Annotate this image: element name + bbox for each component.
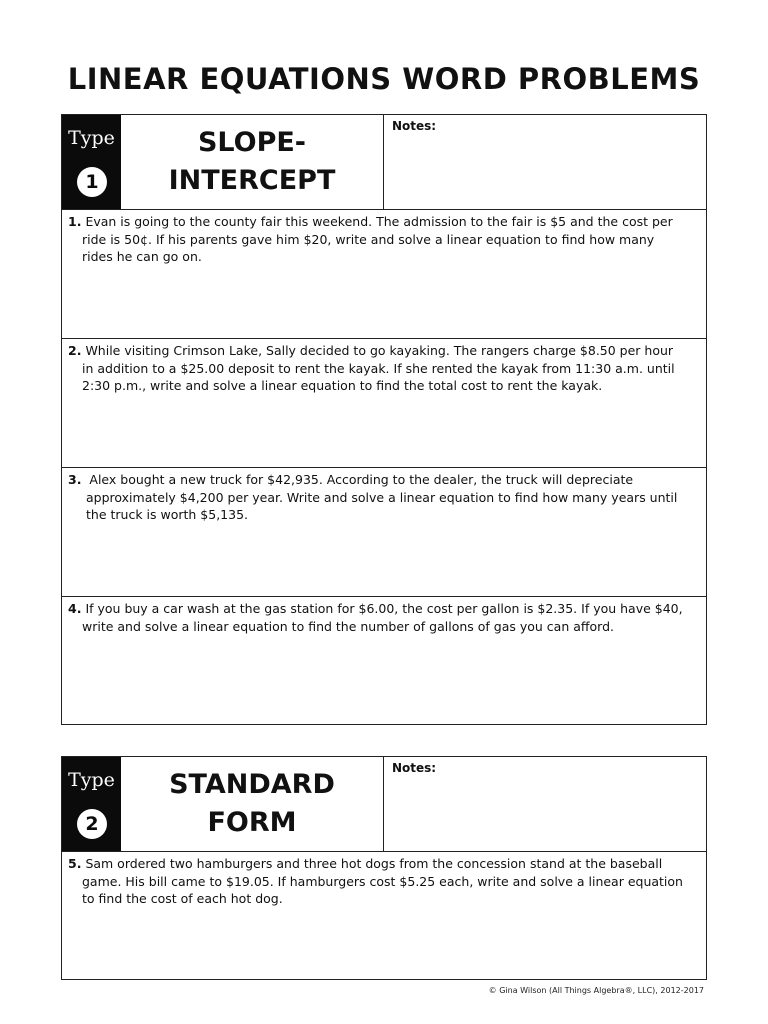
notes-box[interactable] <box>383 115 708 209</box>
section-header <box>62 757 706 852</box>
section-type-2 <box>61 756 707 980</box>
type-badge <box>62 757 121 851</box>
problem-text: If you buy a car wash at the gas station for $6.00, the cost per gallon is $2.35. If you have $40, write and solve a linear equation to find the number of gallons of gas you can afford. <box>82 601 683 634</box>
type-title: SLOPE- INTERCEPT <box>168 127 336 196</box>
problem-number: 4. <box>68 601 82 616</box>
section-type-1 <box>61 114 707 725</box>
problem-number: 3. <box>68 472 82 487</box>
notes-box[interactable] <box>383 757 708 851</box>
problem-4[interactable] <box>62 597 706 725</box>
problem-3[interactable] <box>62 468 706 597</box>
problem-text: While visiting Crimson Lake, Sally decided to go kayaking. The rangers charge $8.50 per hour in addition to a $25.00 deposit to rent the kayak. If she rented the kayak from 11:30 a.m. until 2:30 p.m., write and solve a linear equation to find the total cost to rent the kayak. <box>82 343 675 393</box>
type-label: Type <box>68 769 115 791</box>
problem-number: 2. <box>68 343 82 358</box>
notes-label: Notes: <box>392 761 437 775</box>
type-badge <box>62 115 121 209</box>
problem-number: 1. <box>68 214 82 229</box>
notes-label: Notes: <box>392 119 437 133</box>
problem-2[interactable] <box>62 339 706 468</box>
problem-text: Sam ordered two hamburgers and three hot dogs from the concession stand at the baseball game. His bill came to $19.05. If hamburgers cost $5.25 each, write and solve a linear equation to find the cost of each hot dog. <box>82 856 683 906</box>
page-title: LINEAR EQUATIONS WORD PROBLEMS <box>67 62 701 96</box>
type-title: STANDARD FORM <box>169 769 335 838</box>
problem-number: 5. <box>68 856 82 871</box>
copyright-footer: © Gina Wilson (All Things Algebra®, LLC), 2012-2017 <box>488 986 704 995</box>
type-number-circle: 1 <box>77 167 107 197</box>
type-number-circle: 2 <box>77 809 107 839</box>
problem-1[interactable] <box>62 210 706 339</box>
section-header <box>62 115 706 210</box>
type-label: Type <box>68 127 115 149</box>
problem-text: Alex bought a new truck for $42,935. According to the dealer, the truck will depreciate approximately $4,200 per year. Write and solve a linear equation to find how many years until the truck is worth $5,135. <box>86 472 678 522</box>
problem-text: Evan is going to the county fair this weekend. The admission to the fair is $5 and the cost per ride is 50¢. If his parents gave him $20, write and solve a linear equation to find how many rides he can go on. <box>82 214 673 264</box>
problem-5[interactable] <box>62 852 706 980</box>
